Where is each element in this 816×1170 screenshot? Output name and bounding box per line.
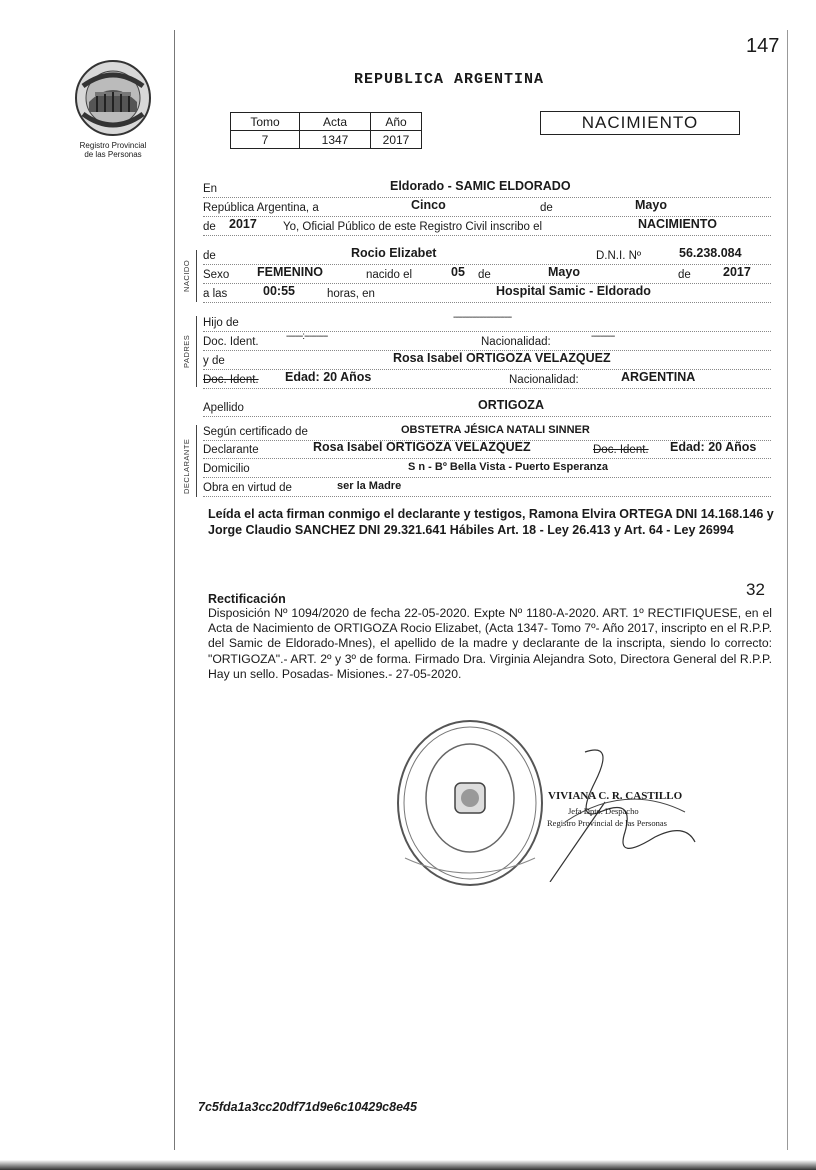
value-birth-year: 2017 — [723, 265, 751, 279]
value-hospital: Hospital Samic - Eldorado — [496, 284, 651, 298]
row-obra — [203, 481, 771, 497]
label-obra: Obra en virtud de — [203, 482, 292, 494]
label-doc-ident: Doc. Ident. — [593, 444, 649, 456]
official-stamp — [395, 718, 545, 888]
value-dni: 56.238.084 — [679, 246, 742, 260]
value-declarant-age: Edad: 20 Años — [670, 440, 757, 454]
label-oficial: Yo, Oficial Público de este Registro Civil inscribo el — [283, 221, 543, 233]
act-table-header: Tomo — [231, 113, 300, 131]
value-mother-nationality: ARGENTINA — [621, 370, 696, 384]
label-de: de — [540, 202, 553, 214]
label-nacionalidad: Nacionalidad: — [509, 374, 579, 386]
row-certificado — [203, 425, 771, 441]
section-label-nacido: NACIDO — [182, 259, 191, 292]
value-month: Mayo — [635, 198, 667, 212]
section-bar-padres — [196, 316, 197, 387]
label-republica: República Argentina, a — [203, 202, 319, 214]
emblem-icon — [73, 58, 153, 138]
section-label-padres: PADRES — [182, 334, 191, 368]
row-madre — [203, 351, 771, 370]
row-fecha — [203, 198, 771, 217]
country-title: REPUBLICA ARGENTINA — [354, 71, 545, 88]
value-father-nationality: ---------- — [591, 331, 615, 342]
value-child-name: Rocio Elizabet — [351, 246, 437, 260]
act-table-header-row — [231, 113, 422, 131]
signature-role-2: Registro Provincial de las Personas — [547, 818, 667, 828]
row-inscripcion — [203, 217, 771, 236]
value-day: Cinco — [411, 198, 446, 212]
value-address: S n - Bº Bella Vista - Puerto Esperanza — [408, 461, 609, 473]
document-hash: 7c5fda1a3cc20df71d9e6c10429c8e45 — [198, 1100, 417, 1114]
act-table-cell: 7 — [231, 131, 300, 149]
row-apellido — [203, 398, 771, 417]
act-type-box: NACIMIENTO — [540, 111, 740, 135]
scan-bottom-edge — [0, 1160, 816, 1170]
label-nacionalidad: Nacionalidad: — [481, 336, 551, 348]
label-horas: horas, en — [327, 288, 375, 300]
stamp-icon — [395, 718, 545, 888]
value-certifier: OBSTETRA JÉSICA NATALI SINNER — [401, 424, 590, 436]
value-sex: FEMENINO — [257, 265, 323, 279]
section-bar-declarante — [196, 425, 197, 497]
value-time: 00:55 — [263, 284, 295, 298]
row-hora — [203, 284, 771, 303]
page-number: 147 — [746, 35, 780, 57]
label-domicilio: Domicilio — [203, 463, 250, 475]
value-act-type: NACIMIENTO — [638, 217, 717, 231]
label-de: de — [203, 250, 216, 262]
margin-line — [174, 30, 175, 1150]
value-birth-day: 05 — [451, 265, 465, 279]
label-de: de — [678, 269, 691, 281]
label-y-de: y de — [203, 355, 225, 367]
logo-caption: Registro Provincial de las Personas — [79, 141, 147, 159]
row-doc-padre — [203, 331, 771, 351]
act-table-header: Acta — [300, 113, 371, 131]
value-father: ------------------------- — [453, 312, 512, 323]
label-dni: D.N.I. Nº — [596, 250, 642, 262]
signature-name: VIVIANA C. R. CASTILLO — [548, 790, 683, 802]
label-de: de — [203, 221, 216, 233]
row-declarante — [203, 440, 771, 459]
act-table-cell: 2017 — [371, 131, 422, 149]
right-edge-line — [787, 30, 788, 1150]
label-en: En — [203, 183, 218, 195]
value-birth-month: Mayo — [548, 265, 580, 279]
act-table-value-row — [231, 131, 422, 149]
label-a-las: a las — [203, 288, 228, 300]
label-apellido: Apellido — [203, 402, 244, 414]
value-relation: ser la Madre — [337, 480, 402, 492]
closing-paragraph: Leída el acta firman conmigo el declarante y testigos, Ramona Elvira ORTEGA DNI 14.168.146 y Jorge Claudio SANCHEZ DNI 29.321.641 Hábiles Art. 18 - Ley 26.413 y Art. 64 - Ley 26994 — [208, 507, 774, 537]
value-mother: Rosa Isabel ORTIGOZA VELAZQUEZ — [393, 351, 611, 365]
row-sexo — [203, 265, 771, 284]
label-certificado: Según certificado de — [203, 426, 308, 438]
value-mother-age: Edad: 20 Años — [285, 370, 372, 384]
act-table — [230, 112, 422, 149]
section-bar-nacido — [196, 250, 197, 302]
value-place: Eldorado - SAMIC ELDORADO — [390, 179, 571, 193]
act-table-cell: 1347 — [300, 131, 371, 149]
value-year: 2017 — [229, 217, 257, 231]
row-en — [203, 179, 771, 198]
row-nombre — [203, 246, 771, 265]
rectificacion-body: Disposición Nº 1094/2020 de fecha 22-05-2020. Expte Nº 1180-A-2020. ART. 1º RECTIFIQUESE, en el Acta de Nacimiento de ORTIGOZA Rocio Elizabet, (Acta 1347- Tomo 7º- Año 2017, inscripto en el R.P.P. del Samic de Eldorado-Mnes), el apellido de la madre y declarante de la inscripta, siendo lo correcto: "ORTIGOZA".- ART. 2º y 3º de forma. Firmado Dra. Virginia Alejandra Soto, Directora General del R.P.P. Hay un sello. Posadas- Misiones.- 27-05-2020. — [208, 606, 772, 681]
act-table-header: Año — [371, 113, 422, 131]
label-de: de — [478, 269, 491, 281]
registry-logo — [73, 58, 153, 138]
label-hijo: Hijo de — [203, 317, 239, 329]
label-sexo: Sexo — [203, 269, 230, 281]
value-father-doc: -------:---------- — [286, 331, 328, 342]
value-surname: ORTIGOZA — [478, 398, 544, 412]
row-doc-madre — [203, 370, 771, 389]
label-doc-ident: Doc. Ident. — [203, 374, 259, 386]
section-label-declarante: DECLARANTE — [182, 438, 191, 494]
signature-role-1: Jefa Dpto. Despacho — [568, 806, 639, 816]
row-domicilio — [203, 462, 771, 478]
label-declarante: Declarante — [203, 444, 259, 456]
rectificacion-title: Rectificación — [208, 592, 286, 606]
label-doc-ident: Doc. Ident. — [203, 336, 259, 348]
value-declarant: Rosa Isabel ORTIGOZA VELAZQUEZ — [313, 440, 531, 454]
rectificacion-number: 32 — [746, 580, 765, 599]
label-nacido: nacido el — [366, 269, 413, 281]
